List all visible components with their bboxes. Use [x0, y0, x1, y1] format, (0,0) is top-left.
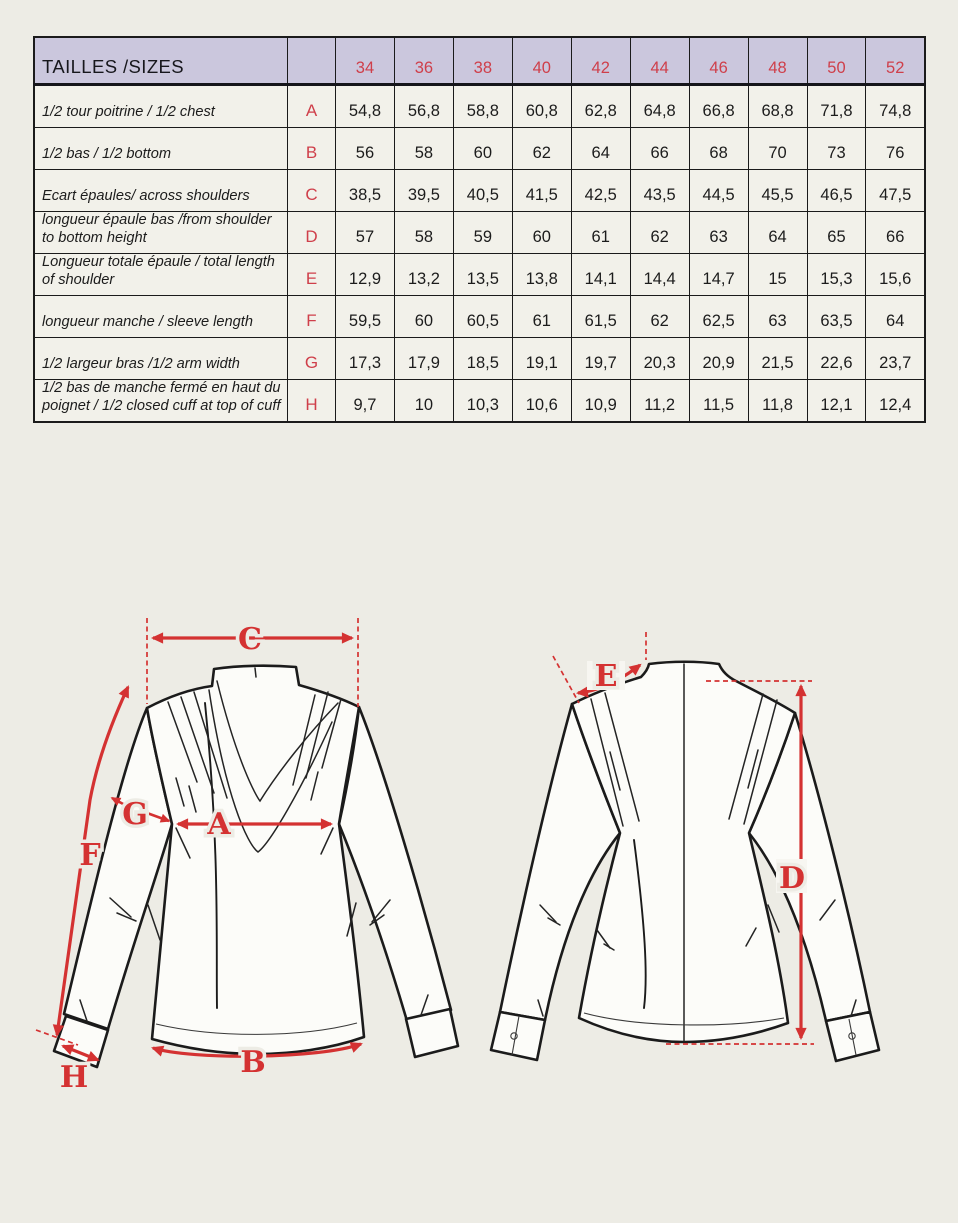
measurement-value: 46,5 — [807, 170, 866, 212]
measurement-value: 12,1 — [807, 380, 866, 423]
measurement-value: 70 — [748, 128, 807, 170]
measurement-value: 58 — [394, 128, 453, 170]
measurement-value: 71,8 — [807, 85, 866, 128]
measure-b — [153, 1044, 361, 1080]
measurement-value: 60 — [394, 296, 453, 338]
measurement-value: 62 — [630, 212, 689, 254]
measurement-value: 11,2 — [630, 380, 689, 423]
measurement-value: 61 — [512, 296, 571, 338]
measurement-value: 19,1 — [512, 338, 571, 380]
measurement-value: 45,5 — [748, 170, 807, 212]
measurement-value: 74,8 — [866, 85, 925, 128]
measurement-value: 11,5 — [689, 380, 748, 423]
size-column-header: 44 — [630, 37, 689, 85]
measurement-value: 64,8 — [630, 85, 689, 128]
size-column-header: 42 — [571, 37, 630, 85]
measure-g-label: G — [122, 797, 148, 832]
measurement-value: 20,9 — [689, 338, 748, 380]
measurement-value: 66,8 — [689, 85, 748, 128]
measurement-value: 66 — [630, 128, 689, 170]
measurement-value: 43,5 — [630, 170, 689, 212]
measurement-value: 11,8 — [748, 380, 807, 423]
measure-e-extension-bottom — [553, 656, 579, 703]
measurement-value: 60 — [512, 212, 571, 254]
size-column-header: 38 — [453, 37, 512, 85]
measurement-value: 59 — [453, 212, 512, 254]
measurement-value: 73 — [807, 128, 866, 170]
measurement-value: 14,4 — [630, 254, 689, 296]
measurement-label: longueur épaule bas /from shoulder to bottom height — [34, 212, 288, 254]
measurement-value: 61 — [571, 212, 630, 254]
measurement-value: 61,5 — [571, 296, 630, 338]
measurement-value: 13,5 — [453, 254, 512, 296]
front-right-cuff — [406, 1009, 458, 1057]
measure-a-label: A — [207, 807, 231, 842]
measurement-value: 60,5 — [453, 296, 512, 338]
measurement-value: 68,8 — [748, 85, 807, 128]
measurement-letter: G — [288, 338, 336, 380]
measurement-value: 23,7 — [866, 338, 925, 380]
measurement-value: 54,8 — [336, 85, 395, 128]
measurement-value: 10,6 — [512, 380, 571, 423]
measurement-value: 62,8 — [571, 85, 630, 128]
measurement-letter: F — [288, 296, 336, 338]
measurement-value: 58,8 — [453, 85, 512, 128]
measurement-value: 20,3 — [630, 338, 689, 380]
size-column-header: 36 — [394, 37, 453, 85]
measurement-label: Longueur totale épaule / total length of shoulder — [34, 254, 288, 296]
measurement-value: 10,9 — [571, 380, 630, 423]
measurement-value: 10,3 — [453, 380, 512, 423]
measurement-value: 41,5 — [512, 170, 571, 212]
measurement-value: 63 — [748, 296, 807, 338]
measurement-value: 59,5 — [336, 296, 395, 338]
measurement-value: 62,5 — [689, 296, 748, 338]
measurement-label: 1/2 bas de manche fermé en haut du poignet / 1/2 closed cuff at top of cuff — [34, 380, 288, 423]
measurement-letter: H — [288, 380, 336, 423]
measurement-value: 63,5 — [807, 296, 866, 338]
back-view — [491, 632, 879, 1061]
measurement-value: 13,8 — [512, 254, 571, 296]
size-column-header: 40 — [512, 37, 571, 85]
measurement-label: Ecart épaules/ across shoulders — [34, 170, 288, 212]
measurement-value: 15 — [748, 254, 807, 296]
measurement-letter: C — [288, 170, 336, 212]
measurement-value: 64 — [571, 128, 630, 170]
size-column-header: 48 — [748, 37, 807, 85]
measurement-value: 64 — [748, 212, 807, 254]
front-view — [36, 618, 458, 1095]
size-column-header: 46 — [689, 37, 748, 85]
size-column-header: 52 — [866, 37, 925, 85]
measurement-value: 47,5 — [866, 170, 925, 212]
measurement-label: longueur manche / sleeve length — [34, 296, 288, 338]
measurement-value: 65 — [807, 212, 866, 254]
measurement-value: 56,8 — [394, 85, 453, 128]
measurement-value: 21,5 — [748, 338, 807, 380]
measurement-value: 66 — [866, 212, 925, 254]
measurement-letter: E — [288, 254, 336, 296]
measurement-value: 44,5 — [689, 170, 748, 212]
measurement-value: 9,7 — [336, 380, 395, 423]
measurement-value: 22,6 — [807, 338, 866, 380]
measurement-letter: A — [288, 85, 336, 128]
measurement-value: 17,3 — [336, 338, 395, 380]
size-column-header: 34 — [336, 37, 395, 85]
measurement-label: 1/2 largeur bras /1/2 arm width — [34, 338, 288, 380]
measurement-value: 10 — [394, 380, 453, 423]
measurement-value: 62 — [630, 296, 689, 338]
measurement-letter: B — [288, 128, 336, 170]
measurement-value: 39,5 — [394, 170, 453, 212]
measurement-value: 12,9 — [336, 254, 395, 296]
measurement-value: 38,5 — [336, 170, 395, 212]
measurement-value: 42,5 — [571, 170, 630, 212]
size-column-header: 50 — [807, 37, 866, 85]
measure-d-label: D — [778, 861, 806, 896]
measurement-letter: D — [288, 212, 336, 254]
measurement-value: 68 — [689, 128, 748, 170]
measurement-value: 56 — [336, 128, 395, 170]
measurement-value: 18,5 — [453, 338, 512, 380]
measurement-value: 15,6 — [866, 254, 925, 296]
measurement-value: 15,3 — [807, 254, 866, 296]
measurement-value: 14,7 — [689, 254, 748, 296]
measurement-value: 14,1 — [571, 254, 630, 296]
measurement-value: 60 — [453, 128, 512, 170]
measurement-value: 76 — [866, 128, 925, 170]
measure-h-label: H — [59, 1060, 89, 1095]
measurement-value: 63 — [689, 212, 748, 254]
measurement-label: 1/2 bas / 1/2 bottom — [34, 128, 288, 170]
measurement-value: 58 — [394, 212, 453, 254]
measurement-value: 13,2 — [394, 254, 453, 296]
measurement-label: 1/2 tour poitrine / 1/2 chest — [34, 85, 288, 128]
measure-f-label: F — [79, 838, 101, 873]
measurement-value: 60,8 — [512, 85, 571, 128]
measurement-value: 57 — [336, 212, 395, 254]
measurement-value: 64 — [866, 296, 925, 338]
measurement-value: 62 — [512, 128, 571, 170]
measurement-value: 40,5 — [453, 170, 512, 212]
measure-c-label: C — [238, 622, 262, 657]
measure-b-label: B — [240, 1045, 266, 1080]
table-title: TAILLES /SIZES — [42, 56, 185, 77]
measure-e-label: E — [594, 659, 618, 694]
measurement-value: 17,9 — [394, 338, 453, 380]
measurement-value: 19,7 — [571, 338, 630, 380]
measurement-value: 12,4 — [866, 380, 925, 423]
